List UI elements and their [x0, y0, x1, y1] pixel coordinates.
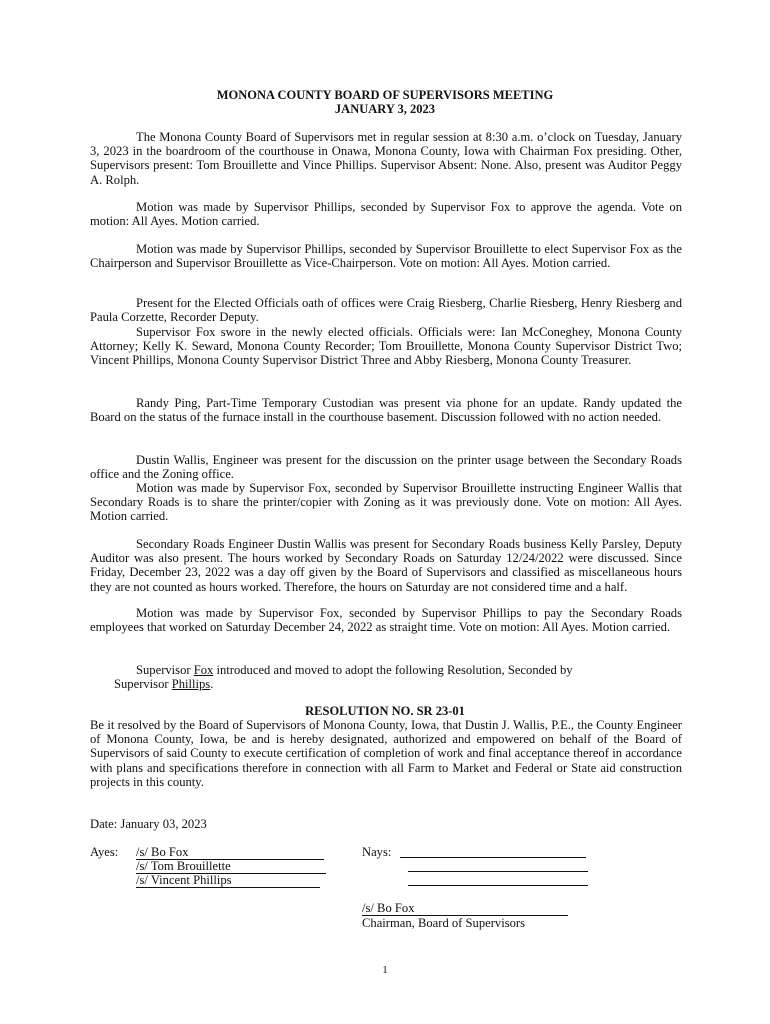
- nays-label: Nays:: [362, 845, 392, 859]
- paragraph-session: The Monona County Board of Supervisors met in regular session at 8:30 a.m. o’clock on Tuesday, January 3, 2023 in the boardroom of the courthouse in Onawa, Monona County, Iowa with Chairman Fox presiding. Other, Supervisors present: Tom Brouillette and Vince Phillips. Supervisor Absent: None. Also, present was Auditor Peggy A. Rolph.: [90, 130, 682, 187]
- resolution-title: RESOLUTION NO. SR 23-01: [305, 704, 465, 718]
- paragraph-pay-motion: Motion was made by Supervisor Fox, seconded by Supervisor Phillips to pay the Secondary Roads employees that worked on Saturday December 24, 2022 as straight time. Vote on motion: All Ayes. Motion carried.: [90, 606, 682, 635]
- paragraph-secondary-roads-hours: Secondary Roads Engineer Dustin Wallis was present for Secondary Roads business Kelly Parsley, Deputy Auditor was also present. The hours worked by Secondary Roads on Saturday 12/24/2022 were discussed. Since Friday, December 23, 2022 was a day off given by the Board of Supervisors and classified as miscellaneous hours they are not counted as hours worked. Therefore, the hours on Saturday are not considered time and a half.: [90, 537, 682, 594]
- paragraph-printer-discussion: Dustin Wallis, Engineer was present for the discussion on the printer usage between the Secondary Roads office and the Zoning office.: [90, 453, 682, 482]
- paragraph-agenda-motion: Motion was made by Supervisor Phillips, seconded by Supervisor Fox to approve the agenda. Vote on motion: All Ayes. Motion carried.: [90, 200, 682, 229]
- chairman-signature: /s/ Bo Fox: [362, 901, 568, 916]
- resolution-intro-line2: Supervisor Phillips.: [114, 677, 214, 691]
- nay-line-3: [408, 885, 588, 886]
- mover-name: Fox: [193, 663, 214, 677]
- paragraph-oath-sworn: Supervisor Fox swore in the newly elected officials. Officials were: Ian McConeghey, Monona County Attorney; Kelly K. Seward, Monona County Recorder; Tom Brouillette, Monona County Supervisor District Two; Vincent Phillips, Monona County Supervisor District Three and Abby Riesberg, Monona County Treasurer.: [90, 325, 682, 368]
- meeting-date-title: JANUARY 3, 2023: [334, 102, 436, 116]
- ayes-label: Ayes:: [90, 845, 119, 859]
- nay-line-1: [400, 857, 586, 858]
- page-number: 1: [382, 964, 388, 976]
- aye-signature-3: /s/ Vincent Phillips: [136, 873, 320, 888]
- paragraph-printer-motion: Motion was made by Supervisor Fox, seconded by Supervisor Brouillette instructing Engineer Wallis that Secondary Roads is to share the printer/copier with Zoning as it was previously done. Vote on motion: All Ayes. Motion carried.: [90, 481, 682, 524]
- aye-signature-2: /s/ Tom Brouillette: [136, 859, 326, 874]
- resolution-intro-line1: Supervisor Fox introduced and moved to adopt the following Resolution, Seconded by: [136, 663, 573, 677]
- seconder-name: Phillips: [171, 677, 211, 691]
- paragraph-custodian-update: Randy Ping, Part-Time Temporary Custodian was present via phone for an update. Randy updated the Board on the status of the furnace install in the courthouse basement. Discussion followed with no action needed.: [90, 396, 682, 425]
- paragraph-oath-present: Present for the Elected Officials oath of offices were Craig Riesberg, Charlie Riesberg, Henry Riesberg and Paula Corzette, Recorder Deputy.: [90, 296, 682, 325]
- aye-signature-1: /s/ Bo Fox: [136, 845, 324, 860]
- resolution-date: Date: January 03, 2023: [90, 817, 207, 831]
- chairman-title: Chairman, Board of Supervisors: [362, 916, 525, 930]
- meeting-title: MONONA COUNTY BOARD OF SUPERVISORS MEETING: [216, 88, 554, 102]
- resolution-body: Be it resolved by the Board of Supervisors of Monona County, Iowa, that Dustin J. Wallis, P.E., the County Engineer of Monona County, Iowa, be and is hereby designated, authorized and empowered on behalf of the Board of Supervisors of said County to execute certification of completion of work and final acceptance thereof in accordance with plans and specifications therefore in connection with all Farm to Market and Federal or State aid construction projects in this county.: [90, 718, 682, 789]
- paragraph-chair-election: Motion was made by Supervisor Phillips, seconded by Supervisor Brouillette to elect Supervisor Fox as the Chairperson and Supervisor Brouillette as Vice-Chairperson. Vote on motion: All Ayes. Motion carried.: [90, 242, 682, 271]
- nay-line-2: [408, 871, 588, 872]
